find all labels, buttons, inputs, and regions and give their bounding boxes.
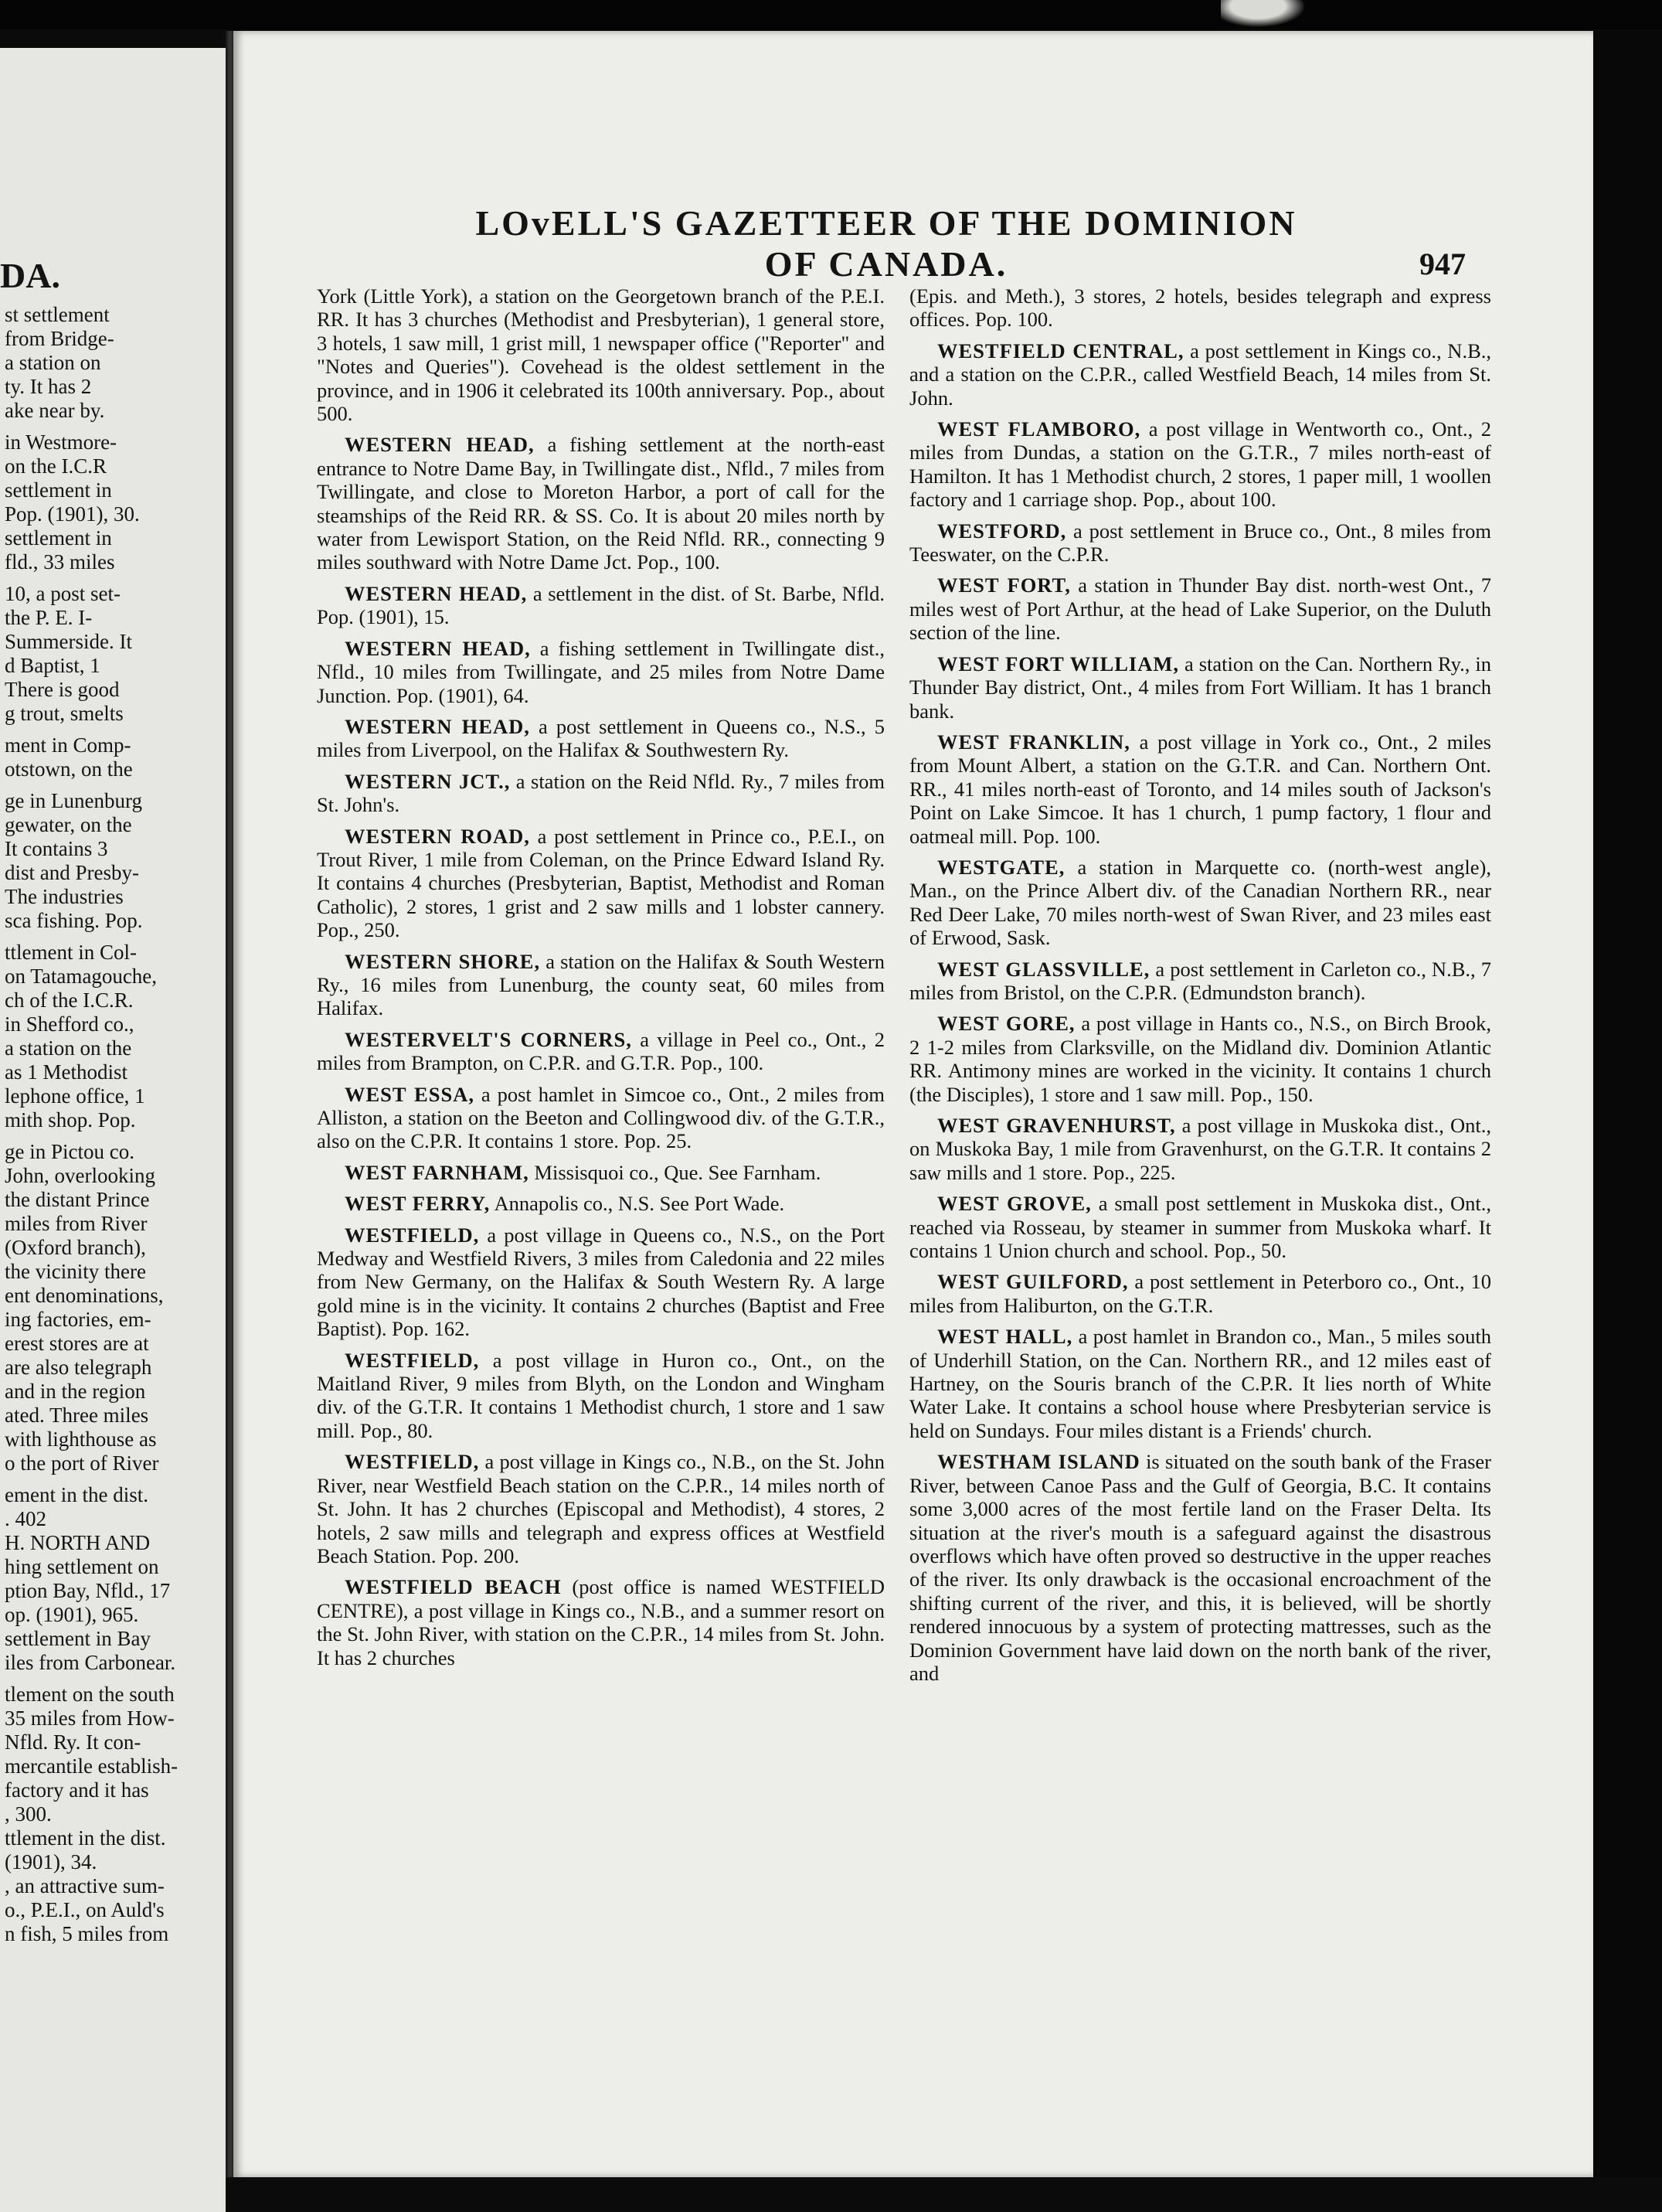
entry-text: a fishing settlement at the north-east entrance to Notre Dame Bay, in Twillingate dist., Nfld., 7 miles from Twillingate, and close to Moreton Harbor, a port of call for the steamships of the Reid RR. & SS. Co. It is about 20 miles north by water from Lewisport Station, on the Reid Nfld. RR., connecting 9 miles southward with Notre Dame Jct. Pop., 100. <box>317 433 885 574</box>
facing-page-line: as 1 Methodist <box>5 1060 127 1084</box>
entry-headword: WEST ESSA, <box>345 1082 474 1106</box>
gazetteer-entry <box>317 1161 885 1184</box>
facing-page-line: lephone office, 1 <box>5 1084 145 1108</box>
facing-page-line: ption Bay, Nfld., 17 <box>5 1579 171 1602</box>
entry-text: York (Little York), a station on the Georgetown branch of the P.E.I. RR. It has 3 churches (Methodist and Presbyterian), 1 general store, 3 hotels, 1 saw mill, 1 grist mill, 1 newspaper office ("Reporter" and "Notes and Queries"). Covehead is the oldest settlement in the province, and in 1906 it celebrated its 100th anniversary. Pop., about 500. <box>317 284 885 426</box>
facing-page-line: miles from River <box>5 1212 148 1235</box>
gazetteer-entry <box>909 652 1491 723</box>
entry-text: a post settlement in Bruce co., Ont., 8 miles from Teeswater, on the C.P.R. <box>909 519 1491 567</box>
gazetteer-entry <box>317 284 885 425</box>
entry-headword: WEST FLAMBORO, <box>937 417 1141 441</box>
entry-headword: WESTFIELD BEACH <box>345 1575 562 1599</box>
facing-page-line <box>5 1475 226 1483</box>
gazetteer-entry <box>317 637 885 707</box>
facing-page-line: from Bridge- <box>5 327 114 350</box>
scan-right-border <box>1593 31 1662 2177</box>
entry-headword: WESTERN ROAD, <box>345 824 530 848</box>
gazetteer-entry <box>317 433 885 573</box>
facing-page-line: iles from Carbonear. <box>5 1651 176 1674</box>
gazetteer-page <box>233 31 1593 2177</box>
gazetteer-entry <box>909 1270 1491 1317</box>
entry-text: a post village in Kings co., N.B., on the St. John River, near Westfield Beach station on the C.P.R., 14 miles north of St. John. It has 2 churches (Episcopal and Methodist), 4 stores, 2 hotels, 2 saw mills and telegraph and express offices at Westfield Beach Station. Pop. 200. <box>317 1450 885 1567</box>
gazetteer-entry <box>317 1192 885 1215</box>
gazetteer-entry <box>909 1325 1491 1442</box>
text-column-left <box>317 284 885 1677</box>
entry-text: a post settlement in Peterboro co., Ont., 10 miles from Haliburton, on the G.T.R. <box>909 1270 1491 1317</box>
gazetteer-entry <box>317 1083 885 1153</box>
facing-page-line: sca fishing. Pop. <box>5 909 143 932</box>
entry-headword: WESTERN SHORE, <box>345 949 541 973</box>
entry-text: a post settlement in Kings co., N.B., and a station on the C.P.R., called Westfield Beach, 14 miles from St. John. <box>909 339 1491 410</box>
entry-headword: WESTFIELD CENTRAL, <box>937 339 1184 362</box>
gazetteer-entry <box>909 958 1491 1005</box>
entry-headword: WESTFORD, <box>937 519 1067 543</box>
entry-text: a station on the Can. Northern Ry., in Thunder Bay district, Ont., 4 miles from Fort William. It has 1 branch bank. <box>909 652 1491 723</box>
entry-text: a post hamlet in Brandon co., Man., 5 miles south of Underhill Station, on the Can. Northern RR., and 12 miles east of Hartney, on the Souris branch of the C.P.R. It lies north of White Water Lake. It contains a school house where Presbyterian service is held on Sundays. Four miles distant is a Friends' church. <box>909 1325 1491 1442</box>
facing-page-line: ake near by. <box>5 399 105 422</box>
facing-page-line: a station on the <box>5 1036 132 1060</box>
entry-text: a post village in Wentworth co., Ont., 2 miles from Dundas, a station on the G.T.R., 7 miles north-east of Hamilton. It has 1 Methodist church, 2 stores, 1 paper mill, 1 woollen factory and 1 carriage shop. Pop., about 100. <box>909 417 1491 512</box>
page-number: 947 <box>1419 247 1466 281</box>
facing-page-line: The industries <box>5 885 124 908</box>
gazetteer-entry <box>317 1028 885 1075</box>
entry-text: a post settlement in Carleton co., N.B., 7 miles from Bristol, on the C.P.R. (Edmundston branch). <box>909 957 1491 1004</box>
facing-page-line: There is good <box>5 678 120 701</box>
entry-text: a station on the Halifax & South Western Ry., 16 miles from Lunenburg, the county seat, 60 miles from Halifax. <box>317 949 885 1020</box>
facing-page-line: tlement on the south <box>5 1683 175 1706</box>
facing-page-line <box>5 933 226 941</box>
facing-page-line: ated. Three miles <box>5 1404 149 1427</box>
facing-page-line: , 300. <box>5 1802 52 1826</box>
facing-page-line: on the I.C.R <box>5 454 107 478</box>
entry-headword: WESTHAM ISLAND <box>937 1450 1140 1474</box>
entry-text: a station in Marquette co. (north-west angle), Man., on the Prince Albert div. of the Canadian Northern RR., near Red Deer Lake, 70 miles north-west of Swan River, and 23 miles east of Erwood, Sask. <box>909 855 1491 950</box>
entry-headword: WEST GROVE, <box>937 1192 1092 1216</box>
gazetteer-entry <box>909 519 1491 567</box>
gazetteer-entry <box>317 950 885 1020</box>
gazetteer-entry <box>909 339 1491 410</box>
facing-page-line: otstown, on the <box>5 757 133 781</box>
facing-page-line: with lighthouse as <box>5 1428 157 1451</box>
facing-page-line: dist and Presby- <box>5 861 139 884</box>
gazetteer-entry <box>317 1450 885 1567</box>
entry-text: Missisquoi co., Que. See Farnham. <box>529 1160 821 1184</box>
gazetteer-entry <box>909 417 1491 512</box>
facing-page-line: 35 miles from How- <box>5 1707 175 1730</box>
entry-headword: WEST FARNHAM, <box>345 1160 529 1184</box>
gazetteer-entry <box>909 1192 1491 1262</box>
gazetteer-entry <box>909 1450 1491 1685</box>
facing-page-line: d Baptist, 1 <box>5 654 100 677</box>
facing-page-line: the distant Prince <box>5 1188 150 1211</box>
facing-page-line: and in the region <box>5 1380 146 1403</box>
entry-headword: WEST FORT, <box>937 573 1071 597</box>
facing-page-line: . 402 <box>5 1507 46 1530</box>
facing-page-line: o the port of River <box>5 1451 159 1475</box>
gazetteer-entry <box>909 573 1491 644</box>
entry-text: a fishing settlement in Twillingate dist., Nfld., 10 miles from Twillingate, and 25 miles from Notre Dame Junction. Pop. (1901), 64. <box>317 636 885 707</box>
torn-paper-fragment <box>1221 0 1314 31</box>
entry-headword: WESTFIELD, <box>345 1223 480 1247</box>
facing-page-line: in Westmore- <box>5 430 117 454</box>
facing-page-line: ch of the I.C.R. <box>5 989 134 1012</box>
running-head: LOvELL'S GAZETTEER OF THE DOMINION OF CANADA. <box>475 203 1297 284</box>
facing-page-text <box>5 303 226 1946</box>
entry-headword: WESTERN HEAD, <box>345 433 535 457</box>
gazetteer-entry <box>317 770 885 817</box>
facing-page-fragment <box>0 48 226 2212</box>
entry-text: a station in Thunder Bay dist. north-west Ont., 7 miles west of Port Arthur, at the head of Lake Superior, on the Duluth section of the line. <box>909 573 1491 645</box>
entry-headword: WEST GLASSVILLE, <box>937 957 1150 981</box>
entry-text: a post village in Muskoka dist., Ont., on Muskoka Bay, 1 mile from Gravenhurst, on the G.T.R. It contains 2 saw mills and 1 store. Pop., 225. <box>909 1114 1491 1184</box>
facing-page-line: on Tatamagouche, <box>5 965 158 988</box>
facing-page-line: settlement in <box>5 526 112 550</box>
facing-page-line: John, overlooking <box>5 1164 155 1187</box>
gazetteer-entry <box>909 730 1491 848</box>
facing-page-line: a station on <box>5 351 101 374</box>
facing-page-line <box>5 574 226 582</box>
facing-page-line: st settlement <box>5 303 110 326</box>
entry-headword: WEST HALL, <box>937 1325 1073 1349</box>
facing-page-line: H. NORTH AND <box>5 1531 151 1554</box>
facing-page-line: Summerside. It <box>5 630 132 653</box>
facing-page-line: n fish, 5 miles from <box>5 1922 169 1945</box>
entry-headword: WESTGATE, <box>937 855 1066 879</box>
entry-headword: WESTERN HEAD, <box>345 581 528 605</box>
facing-page-running-head: DA. <box>0 256 60 295</box>
entry-headword: WEST FRANKLIN, <box>937 730 1130 754</box>
entry-text: is situated on the south bank of the Fraser River, between Canoe Pass and the Gulf of Georgia, B.C. It contains some 3,000 acres of the most fertile land on the Fraser Delta. Its situation at the river's mouth is a safeguard against the disastrous overflows which have often proved so destructive in the upper reaches of the river. Its only drawback is the occasional encroachment of the shifting current of the river, and this, it is believed, will be shortly rendered innocuous by a system of protecting mattresses, such as the Dominion Government have laid down on the north bank of the river, and <box>909 1450 1491 1685</box>
entry-headword: WESTERN HEAD, <box>345 636 531 660</box>
entry-text: a settlement in the dist. of St. Barbe, Nfld. Pop. (1901), 15. <box>317 581 885 629</box>
facing-page-line: ty. It has 2 <box>5 375 92 398</box>
entry-headword: WESTERN JCT., <box>345 769 511 793</box>
entry-headword: WEST FERRY, <box>345 1192 491 1216</box>
facing-page-line: hing settlement on <box>5 1555 159 1578</box>
gazetteer-entry <box>317 825 885 942</box>
facing-page-line: in Shefford co., <box>5 1012 134 1036</box>
entry-text: a small post settlement in Muskoka dist., Ont., reached via Rosseau, by steamer in summer from Muskoka wharf. It contains 1 Union church and school. Pop., 50. <box>909 1192 1491 1263</box>
gazetteer-entry <box>317 1349 885 1443</box>
facing-page-line: o., P.E.I., on Auld's <box>5 1898 165 1921</box>
facing-page-line: (1901), 34. <box>5 1850 97 1873</box>
scan-top-border <box>0 0 1662 29</box>
facing-page-line <box>5 1132 226 1140</box>
entry-headword: WESTFIELD, <box>345 1450 480 1474</box>
facing-page-line <box>5 726 226 733</box>
entry-text: a post village in Queens co., N.S., on the Port Medway and Westfield Rivers, 3 miles from Caledonia and 22 miles from New Germany, on the Halifax & South Western Ry. A large gold mine is in the vicinity. It contains 2 churches (Baptist and Free Baptist). Pop. 162. <box>317 1223 885 1341</box>
facing-page-line: the vicinity there <box>5 1260 146 1283</box>
facing-page-line: ment in Comp- <box>5 733 131 757</box>
entry-headword: WEST GRAVENHURST, <box>937 1114 1176 1137</box>
entry-text: a post village in Hants co., N.S., on Birch Brook, 2 1-2 miles from Clarksville, on the Midland div. Dominion Atlantic RR. Antimony mines are worked in the vicinity. It contains 1 church (the Disciples), 1 store and 1 saw mill. Pop., 150. <box>909 1012 1491 1106</box>
facing-page-line: ing factories, em- <box>5 1308 151 1331</box>
facing-page-line: ge in Pictou co. <box>5 1140 134 1163</box>
entry-text: a post hamlet in Simcoe co., Ont., 2 miles from Alliston, a station on the Beeton and Collingwood div. of the G.T.R., also on the C.P.R. It contains 1 store. Pop. 25. <box>317 1082 885 1153</box>
gazetteer-entry <box>317 582 885 629</box>
entry-text: a post settlement in Prince co., P.E.I., on Trout River, 1 mile from Coleman, on the Prince Edward Island Ry. It contains 4 churches (Presbyterian, Baptist, Methodist and Roman Catholic), 2 stores, 1 grist and 2 saw mills and 1 lobster cannery. Pop., 250. <box>317 824 885 942</box>
entry-headword: WESTERN HEAD, <box>345 714 530 738</box>
gazetteer-entry <box>317 1223 885 1341</box>
facing-page-line: the P. E. I- <box>5 606 93 629</box>
entry-text: (post office is named WESTFIELD CENTRE), a post village in Kings co., N.B., and a summer resort on the St. John River, with station on the C.P.R., 14 miles from St. John. It has 2 churches <box>317 1575 885 1669</box>
facing-page-line: ttlement in Col- <box>5 941 137 964</box>
facing-page-line: ent denominations, <box>5 1284 164 1307</box>
facing-page-line: Pop. (1901), 30. <box>5 502 140 526</box>
gazetteer-entry <box>317 1575 885 1669</box>
facing-page-line: mith shop. Pop. <box>5 1108 136 1132</box>
gazetteer-entry <box>317 715 885 762</box>
facing-page-line: fld., 33 miles <box>5 550 115 573</box>
gazetteer-entry <box>909 1012 1491 1106</box>
gazetteer-entry <box>909 1114 1491 1184</box>
entry-headword: WEST GUILFORD, <box>937 1270 1129 1294</box>
entry-headword: WESTFIELD, <box>345 1348 480 1372</box>
facing-page-line: It contains 3 <box>5 837 108 860</box>
facing-page-line: erest stores are at <box>5 1332 149 1355</box>
facing-page-line: factory and it has <box>5 1778 149 1802</box>
facing-page-line: settlement in Bay <box>5 1627 151 1650</box>
facing-page-line: (Oxford branch), <box>5 1236 146 1259</box>
facing-page-line: settlement in <box>5 478 112 502</box>
entry-headword: WESTERVELT'S CORNERS, <box>345 1027 632 1051</box>
entry-headword: WEST FORT WILLIAM, <box>937 652 1180 676</box>
facing-page-line: ge in Lunenburg <box>5 789 142 812</box>
entry-headword: WEST GORE, <box>937 1012 1076 1036</box>
facing-page-line: Nfld. Ry. It con- <box>5 1730 141 1754</box>
facing-page-line: are also telegraph <box>5 1356 152 1379</box>
facing-page-line: , an attractive sum- <box>5 1874 165 1897</box>
entry-text: a village in Peel co., Ont., 2 miles from Brampton, on C.P.R. and G.T.R. Pop., 100. <box>317 1027 885 1075</box>
entry-text: a post settlement in Queens co., N.S., 5 miles from Liverpool, on the Halifax & Southwestern Ry. <box>317 714 885 762</box>
entry-text: a post village in Huron co., Ont., on the Maitland River, 9 miles from Blyth, on the London and Wingham div. of the G.T.R. It contains 1 Methodist church, 1 store and 1 saw mill. Pop., 80. <box>317 1348 885 1442</box>
facing-page-line: ttlement in the dist. <box>5 1826 166 1850</box>
entry-text: a station on the Reid Nfld. Ry., 7 miles from St. John's. <box>317 769 885 817</box>
facing-page-line: g trout, smelts <box>5 702 124 725</box>
gazetteer-entry <box>909 284 1491 332</box>
gazetteer-entry <box>909 856 1491 950</box>
facing-page-line <box>5 423 226 430</box>
entry-text: Annapolis co., N.S. See Port Wade. <box>490 1192 785 1216</box>
text-column-right <box>909 284 1491 1693</box>
facing-page-line <box>5 1675 226 1683</box>
entry-text: a post village in York co., Ont., 2 miles from Mount Albert, a station on the G.T.R. and Can. Northern Ont. RR., 41 miles north-east of Toronto, and 14 miles south of Jackson's Point on Lake Simcoe. It has 1 church, 1 pump factory, 1 flour and oatmeal mill. Pop. 100. <box>909 730 1491 848</box>
facing-page-line: mercantile establish- <box>5 1754 178 1778</box>
facing-page-line <box>5 781 226 789</box>
facing-page-line: op. (1901), 965. <box>5 1603 139 1626</box>
facing-page-line: 10, a post set- <box>5 582 121 605</box>
facing-page-line: gewater, on the <box>5 813 132 836</box>
entry-text: (Epis. and Meth.), 3 stores, 2 hotels, besides telegraph and express offices. Pop. 100. <box>909 284 1491 332</box>
facing-page-line: ement in the dist. <box>5 1483 148 1506</box>
